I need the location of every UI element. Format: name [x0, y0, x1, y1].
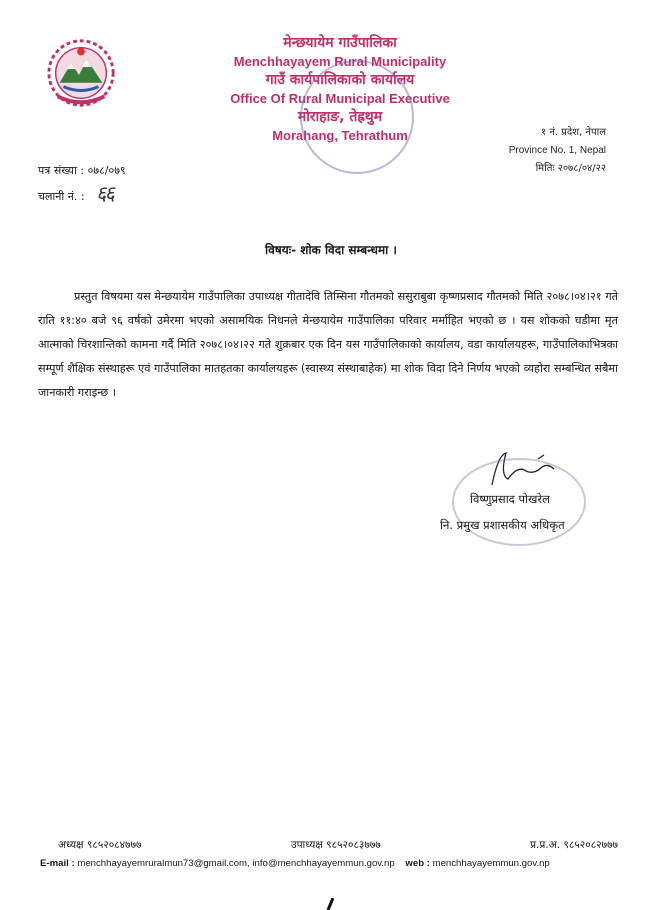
municipality-name-nepali: मेन्छयायेम गाउँपालिका [283, 35, 397, 51]
chairperson-phone: अध्यक्ष ९८५२०८४७७७ [58, 839, 142, 851]
office-name-nepali: गाउँ कार्यपालिकाको कार्यालय [265, 72, 415, 88]
letter-number-row [38, 160, 126, 182]
letter-subject: विषयः- शोक विदा सम्बन्धमा । [265, 243, 397, 257]
dispatch-number-row [38, 182, 126, 208]
nepal-emblem-icon [42, 36, 120, 110]
dispatch-number-value: ६६ [96, 181, 113, 205]
header-right [509, 124, 606, 178]
letter-number-value: ०७८/०७९ [87, 164, 126, 177]
footer-phones [58, 838, 618, 852]
email-label: E-mail : [40, 858, 75, 869]
office-stamp [300, 60, 414, 174]
web-value: menchhayayemmun.gov.np [432, 858, 550, 869]
office-name-english: Office Of Rural Municipal Executive [230, 90, 450, 106]
letter-number-label: पत्र संख्या : [38, 164, 85, 177]
signatory-title: नि. प्रमुख प्रशासकीय अधिकृत [440, 518, 565, 532]
dispatch-number-label: चलानी नं. : [38, 190, 85, 203]
vice-chairperson-phone: उपाध्यक्ष ९८५२०८३७७७ [290, 839, 381, 851]
location-nepali: मोराहाङ, तेह्रथुम [297, 109, 383, 125]
province-nepali: १ नं. प्रदेश, नेपाल [540, 127, 606, 138]
date-value: २०७८/०४/२२ [557, 163, 606, 174]
reference-numbers [38, 160, 126, 208]
location-english: Morahang, Tehrathum [272, 127, 408, 143]
signatory-name: विष्णुप्रसाद पोखरेल [470, 492, 550, 506]
web-label: web : [405, 858, 430, 869]
scan-mark-icon [325, 898, 337, 910]
cao-phone: प्र.प्र.अ. ९८५२०८२७७७ [530, 839, 618, 851]
letter-date [509, 160, 606, 178]
province-english: Province No. 1, Nepal [508, 145, 606, 156]
date-label: मितिः [535, 163, 555, 174]
municipality-name-english: Menchhayayem Rural Municipality [233, 53, 447, 69]
email-value: menchhayayemruralmun73@gmail.com, info@menchhayayemmun.gov.np [77, 858, 395, 869]
footer-contact [40, 858, 630, 869]
letter-body: प्रस्तुत विषयमा यस मेन्छयायेम गाउँपालिका उपाध्यक्ष गीतादेवि तिम्सिना गौतमको ससुराबुबा कृष्णप्रसाद गौतमको मिति २०७८।०४।२१ गते राति ११:४० बजे ९६ वर्षको उमेरमा भएको असामयिक निधनले मेन्छयायेम गाउँपालिका परिवार मर्माहित भएको छ । यस शोकको घडीमा मृत आत्माको चिरशान्तिको कामना गर्दै मिति २०७८।०४।२२ गते शुक्रबार एक दिन यस गाउँपालिकाको कार्यालय, वडा कार्यालयहरू, गाउँपालिकाभित्रका सम्पूर्ण शैक्षिक संस्थाहरू एवं गाउँपालिका मातहतका कार्यालयहरू (स्वास्थ्य संस्थाबाहेक) मा शोक विदा दिने निर्णय भएको व्यहोरा सम्बन्धित सबैमा जानकारी गराइन्छ । [38, 290, 618, 399]
